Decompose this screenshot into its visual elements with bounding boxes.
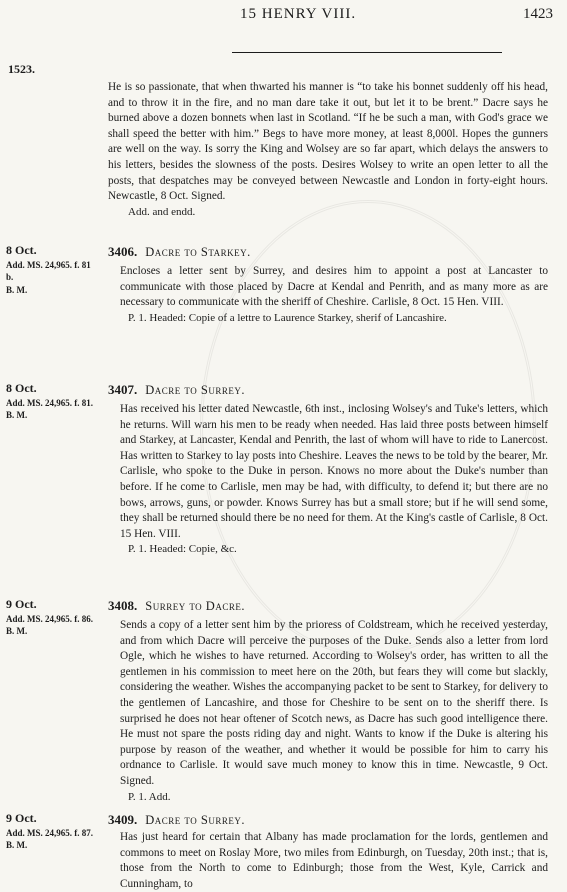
- entry-3409-body: [108, 830, 548, 892]
- entry-title: Dacre to Surrey.: [145, 813, 245, 827]
- entry-number: 3408.: [108, 598, 138, 613]
- intro-note: Add. and endd.: [128, 205, 196, 218]
- entry-ref: Add. MS. 24,965. f. 81 b.: [6, 259, 91, 282]
- entry-date: 9 Oct.: [6, 597, 37, 611]
- entry-3407-heading: [108, 382, 245, 398]
- entry-3408-body: [108, 618, 548, 805]
- entry-note: P. 1. Add.: [128, 790, 171, 803]
- entry-date: 8 Oct.: [6, 381, 37, 395]
- entry-title: Surrey to Dacre.: [145, 599, 245, 613]
- entry-note: P. 1. Headed: Copie of a lettre to Laurence Starkey, sherif of Lancashire.: [128, 311, 447, 324]
- entry-ref: Add. MS. 24,965. f. 87.: [6, 827, 94, 838]
- entry-ref: Add. MS. 24,965. f. 81.: [6, 397, 94, 408]
- entry-date: 9 Oct.: [6, 811, 37, 825]
- entry-date: 8 Oct.: [6, 243, 37, 257]
- entry-ref: Add. MS. 24,965. f. 86.: [6, 613, 94, 624]
- year-label: 1523.: [8, 62, 35, 76]
- entry-text: Has received his letter dated Newcastle, 6th inst., inclosing Wolsey's and Tuke's letters, which he returns. Will warn his men to be ready when needed. Has laid three posts between himself and Starkey, at Lancaster, Kendal and Penrith, the last of whom will have to ride to Lanercost. Has written to Starkey to lay posts into Cheshire. Leaves the news to be told by the bearer, Mr. Carlisle, who spoke to the Duke in person. Knows no more about the Duke's number than before. If he come to Carlisle, men may be had, with difficulty, to defend it; but there are no bows, arrows, guns, or powder. Knows Surrey has but a small store; but if he will send some, they shall be returned should there be no need for them. At the King's castle of Carlisle, 8 Oct. 15 Hen. VIII.: [120, 403, 548, 540]
- page-number: 1423: [523, 6, 553, 22]
- intro-text: He is so passionate, that when thwarted his manner is “to take his bonnet suddenly off his head, and to throw it in the fire, and no man dare take it out, but let it to be brent.” Dacre says he burned above a dozen bonnets when last in Scotland. “If he be such a man, with God's grace we shall speed the better with him.” Begs to have more money, at least 8,000l. Hopes the gunners are well on the way. Is sorry the King and Wolsey are so far apart, which delays the answers to his letters, besides the slowness of the posts. Desires Wolsey to write an open letter to all the posts, that despatches may be conveyed between Newcastle and London in forty-eight hours. Newcastle, 8 Oct. Signed.: [108, 81, 548, 203]
- entry-text: Encloses a letter sent by Surrey, and desires him to appoint a post at Lancaster to communicate with those placed by Dacre at Kendal and Penrith, and as many more as are necessary to communicate with the sheriff of Cheshire. Carlisle, 8 Oct. 15 Hen. VIII.: [120, 265, 548, 309]
- entry-3408-heading: [108, 598, 245, 614]
- running-title: 15 HENRY VIII.: [240, 6, 357, 22]
- entry-3407-sidebar: [6, 382, 98, 422]
- entry-number: 3407.: [108, 382, 138, 397]
- intro-paragraph: [108, 80, 548, 220]
- entry-3406-body: [108, 264, 548, 326]
- entry-bm: B. M.: [6, 284, 28, 295]
- entry-bm: B. M.: [6, 626, 28, 636]
- entry-text: Sends a copy of a letter sent him by the prioress of Coldstream, which he received yesterday, and from which Dacre will perceive the purposes of the Duke. Sends also a letter from lord Ogle, which he wishes to have returned. According to Wolsey's order, has written to all the gentlemen in his commission to meet here on the 20th, but fears they will come but slackly, considering the weather. Wishes the accompanying packet to be sent to Starkey, for delivery to the gentlemen of Lancashire, and those for Cheshire to be sent on to the sheriff there. Is surprised he does not hear oftener of Scotch news, as Dacre has such good intelligence there. He must not spare the posts riding day and night. Wants to know if the Duke is altering his purpose by reason of the weather, and whether it would be possible for him to carry his ordnance to Carlisle. It would save much money to know this in time. Newcastle, 9 Oct. Signed.: [120, 619, 548, 787]
- entry-3407-body: [108, 402, 548, 558]
- entry-3409-sidebar: [6, 812, 98, 852]
- entry-bm: B. M.: [6, 840, 28, 850]
- entry-3408-sidebar: [6, 598, 98, 638]
- entry-3406-sidebar: [6, 244, 98, 296]
- entry-note: P. 1. Headed: Copie, &c.: [128, 543, 237, 556]
- entry-3406-heading: [108, 244, 251, 260]
- entry-number: 3406.: [108, 244, 138, 259]
- entry-title: Dacre to Starkey.: [145, 245, 251, 259]
- header-rule: [232, 52, 502, 53]
- entry-title: Dacre to Surrey.: [145, 383, 245, 397]
- page-header: [0, 0, 567, 60]
- entry-3409-heading: [108, 812, 245, 828]
- entry-text: Has just heard for certain that Albany has made proclamation for the lords, gentlemen and commons to meet on Roslay More, two miles from Edinburgh, on Tuesday, 20th inst.; that is, those from the North to come to Edinburgh; those from the West, Kyle, Carrick and Cunningham, to: [120, 831, 548, 890]
- entry-number: 3409.: [108, 812, 138, 827]
- entry-bm: B. M.: [6, 410, 28, 420]
